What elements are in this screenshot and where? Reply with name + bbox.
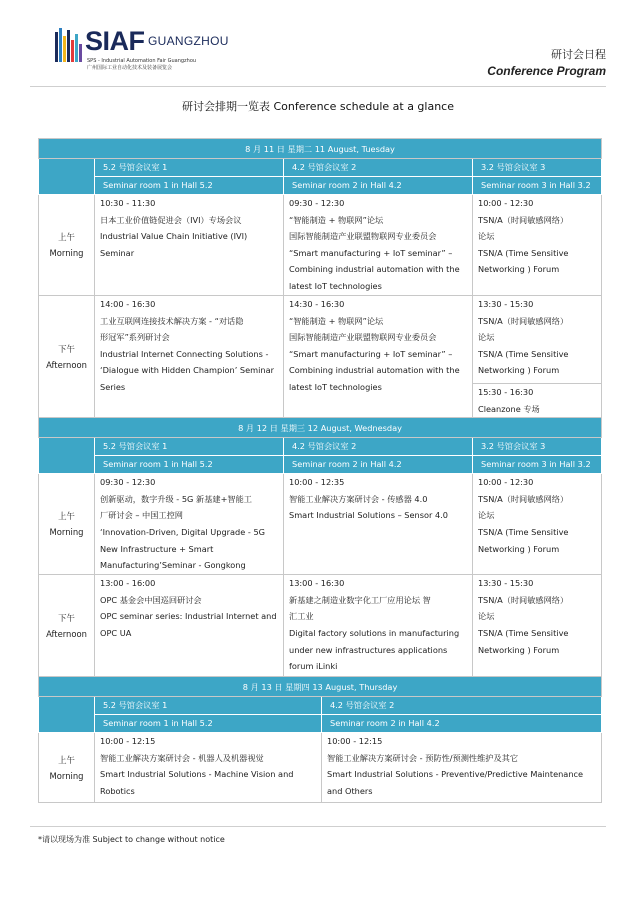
room-en: Seminar room 2 in Hall 4.2 bbox=[292, 458, 402, 469]
session-line: 汇工业 bbox=[289, 611, 314, 622]
session-label-en: Afternoon bbox=[46, 359, 87, 370]
logo-sub-en: SPS - Industrial Automation Fair Guangzhou bbox=[87, 58, 197, 64]
session-cell bbox=[284, 474, 473, 575]
session-line: 09:30 - 12:30 bbox=[100, 477, 156, 488]
schedule-table bbox=[38, 138, 602, 803]
room-en: Seminar room 3 in Hall 3.2 bbox=[481, 458, 591, 469]
session-line: 论坛 bbox=[478, 332, 495, 343]
header-divider bbox=[30, 86, 606, 87]
session-row bbox=[39, 474, 602, 575]
day-date: 8 月 12 日 星期三 12 August, Wednesday bbox=[39, 418, 602, 438]
header-title-en: Conference Program bbox=[487, 64, 606, 78]
session-line: 日本工业价值链促进会（IVI）专场会议 bbox=[100, 214, 242, 225]
session-line: Combining industrial automation with the bbox=[289, 264, 460, 275]
logo-main-text: SIAF bbox=[85, 26, 145, 56]
session-line: Digital factory solutions in manufacturing bbox=[289, 627, 460, 638]
room-header-row bbox=[39, 697, 602, 733]
session-cell bbox=[473, 195, 602, 296]
logo-city-text: GUANGZHOU bbox=[148, 34, 229, 48]
session-row bbox=[39, 195, 602, 296]
session-line: Combining industrial automation with the bbox=[289, 365, 460, 376]
session-line: Smart Industrial Solutions - Machine Vision and bbox=[100, 769, 294, 780]
room-header bbox=[95, 438, 284, 474]
session-cell bbox=[473, 296, 602, 418]
session-cell bbox=[284, 296, 473, 418]
session-label-cn: 上午 bbox=[58, 511, 75, 522]
session-line: latest IoT technologies bbox=[289, 280, 382, 291]
session-row bbox=[39, 296, 602, 418]
session-line: 13:00 - 16:30 bbox=[289, 578, 345, 589]
session-line: Networking ) Forum bbox=[478, 365, 560, 376]
session-cell bbox=[95, 575, 284, 677]
session-line: 国际智能制造产业联盟物联网专业委员会 bbox=[289, 231, 437, 242]
room-cn: 5.2 号馆会议室 1 bbox=[95, 697, 321, 715]
session-line: Industrial Value Chain Initiative (IVI) bbox=[100, 231, 248, 242]
session-line: “Smart manufacturing + IoT seminar” – bbox=[289, 247, 453, 258]
day-header bbox=[39, 418, 602, 438]
session-line: Networking ) Forum bbox=[478, 644, 560, 655]
room-header bbox=[322, 697, 602, 733]
session-line: New Infrastructure + Smart bbox=[100, 543, 214, 554]
session-cell bbox=[473, 575, 602, 677]
session-line: 智能工业解决方案研讨会 - 传感器 4.0 bbox=[289, 493, 428, 504]
session-line: Robotics bbox=[100, 785, 135, 796]
session-cell bbox=[95, 733, 322, 803]
session-label-en: Morning bbox=[49, 248, 84, 258]
session-line: 10:00 - 12:35 bbox=[289, 477, 345, 488]
session-line: TSN/A (Time Sensitive bbox=[478, 526, 569, 537]
session-row bbox=[39, 575, 602, 677]
session-line: ‘Innovation-Driven, Digital Upgrade - 5G bbox=[100, 526, 266, 537]
session-line: 智能工业解决方案研讨会 - 预防性/预测性维护及其它 bbox=[327, 752, 519, 763]
session-line: 13:00 - 16:00 bbox=[100, 578, 156, 589]
session-line: forum iLinki bbox=[289, 661, 338, 672]
session-label-cn: 下午 bbox=[58, 343, 75, 354]
session-line: Smart Industrial Solutions - Preventive/Predictive Maintenance bbox=[327, 769, 584, 780]
session-line: TSN/A (Time Sensitive bbox=[478, 348, 569, 359]
session-line: 创新驱动，数字升级 - 5G 新基建+智能工 bbox=[100, 493, 252, 504]
room-header bbox=[95, 159, 284, 195]
session-line: 论坛 bbox=[478, 231, 495, 242]
session-cell bbox=[473, 474, 602, 575]
session-line: Smart Industrial Solutions – Sensor 4.0 bbox=[289, 510, 448, 521]
room-cn: 4.2 号馆会议室 2 bbox=[284, 438, 472, 456]
room-cn: 4.2 号馆会议室 2 bbox=[322, 697, 601, 715]
room-corner bbox=[39, 159, 95, 195]
session-label bbox=[39, 474, 95, 575]
session-line: Industrial Internet Connecting Solutions - bbox=[100, 348, 269, 359]
page-header bbox=[0, 0, 636, 90]
session-line: “Smart manufacturing + IoT seminar” – bbox=[289, 348, 453, 359]
session-line: 10:00 - 12:15 bbox=[100, 736, 156, 747]
session-line: 09:30 - 12:30 bbox=[289, 198, 345, 208]
session-label-cn: 上午 bbox=[58, 754, 75, 765]
page-title: 研讨会排期一览表 Conference schedule at a glance bbox=[182, 100, 454, 113]
footer-divider bbox=[30, 826, 606, 827]
session-line: 13:30 - 15:30 bbox=[478, 578, 534, 589]
room-cn: 3.2 号馆会议室 3 bbox=[473, 159, 601, 177]
session-cell bbox=[95, 296, 284, 418]
session-line: 工业互联网连接技术解决方案 - “对话隐 bbox=[100, 315, 244, 326]
room-en: Seminar room 2 in Hall 4.2 bbox=[292, 179, 402, 190]
logo-sub-cn: 广州国际工业自动化技术及装备展览会 bbox=[87, 65, 173, 71]
session-row bbox=[39, 733, 602, 803]
session-line: ‘Dialogue with Hidden Champion’ Seminar bbox=[100, 365, 274, 376]
header-title-cn: 研讨会日程 bbox=[551, 48, 606, 61]
session-line: under new infrastructures applications bbox=[289, 644, 448, 655]
session-line: Seminar bbox=[100, 247, 135, 258]
room-header bbox=[95, 697, 322, 733]
room-header-row bbox=[39, 438, 602, 474]
session-line: “智能制造 + 物联网”论坛 bbox=[289, 315, 384, 326]
room-corner bbox=[39, 697, 95, 733]
session-line: 厂研讨会 – 中国工控网 bbox=[100, 510, 183, 521]
session-line: 智能工业解决方案研讨会 - 机器人及机器视觉 bbox=[100, 752, 264, 763]
room-cn: 4.2 号馆会议室 2 bbox=[284, 159, 472, 177]
session-line: 新基建之制造业数字化工厂应用论坛 智 bbox=[289, 594, 431, 605]
session-line: 国际智能制造产业联盟物联网专业委员会 bbox=[289, 332, 437, 343]
room-header bbox=[473, 159, 602, 195]
extra-session bbox=[473, 383, 601, 417]
session-line: 14:30 - 16:30 bbox=[289, 299, 345, 309]
session-label-en: Morning bbox=[49, 770, 84, 781]
logo-mark-icon bbox=[55, 28, 83, 62]
session-line: Cleanzone 专场 bbox=[478, 403, 540, 414]
room-header bbox=[284, 438, 473, 474]
session-label-cn: 下午 bbox=[58, 612, 75, 623]
session-label bbox=[39, 733, 95, 803]
session-cell bbox=[95, 195, 284, 296]
session-line: 10:00 - 12:30 bbox=[478, 477, 534, 488]
day-header bbox=[39, 677, 602, 697]
session-line: and Others bbox=[327, 785, 373, 796]
session-line: “智能制造 + 物联网”论坛 bbox=[289, 214, 384, 225]
day-header bbox=[39, 139, 602, 159]
session-line: 13:30 - 15:30 bbox=[478, 299, 534, 309]
session-line: OPC UA bbox=[100, 627, 132, 638]
session-line: TSN/A (Time Sensitive bbox=[478, 627, 569, 638]
session-line: 10:30 - 11:30 bbox=[100, 198, 156, 208]
room-header bbox=[473, 438, 602, 474]
session-label-en: Morning bbox=[49, 527, 84, 538]
room-en: Seminar room 1 in Hall 5.2 bbox=[103, 717, 213, 728]
session-label-cn: 上午 bbox=[58, 232, 75, 242]
session-label bbox=[39, 296, 95, 418]
session-line: TSN/A (Time Sensitive bbox=[478, 247, 569, 258]
room-cn: 5.2 号馆会议室 1 bbox=[95, 438, 283, 456]
session-line: Series bbox=[100, 381, 126, 392]
session-cell bbox=[284, 195, 473, 296]
room-cn: 3.2 号馆会议室 3 bbox=[473, 438, 601, 456]
day-date: 8 月 11 日 星期二 11 August, Tuesday bbox=[39, 139, 602, 159]
session-line: latest IoT technologies bbox=[289, 381, 382, 392]
room-corner bbox=[39, 438, 95, 474]
session-line: Manufacturing’Seminar - Gongkong bbox=[100, 560, 246, 571]
room-en: Seminar room 1 in Hall 5.2 bbox=[103, 458, 213, 469]
session-cell bbox=[322, 733, 602, 803]
session-line: 形冠军”系列研讨会 bbox=[100, 332, 170, 343]
session-line: 10:00 - 12:30 bbox=[478, 198, 534, 208]
session-line: TSN/A（时间敏感网络） bbox=[478, 214, 569, 225]
session-line: TSN/A（时间敏感网络） bbox=[478, 315, 569, 326]
room-en: Seminar room 2 in Hall 4.2 bbox=[330, 717, 440, 728]
room-header-row bbox=[39, 159, 602, 195]
footnote: *请以现场为准 Subject to change without notice bbox=[38, 835, 225, 844]
day-date: 8 月 13 日 星期四 13 August, Thursday bbox=[39, 677, 602, 697]
room-en: Seminar room 1 in Hall 5.2 bbox=[103, 179, 213, 190]
room-cn: 5.2 号馆会议室 1 bbox=[95, 159, 283, 177]
session-line: 14:00 - 16:30 bbox=[100, 299, 156, 309]
session-line: Networking ) Forum bbox=[478, 264, 560, 275]
session-cell bbox=[95, 474, 284, 575]
session-line: OPC 基金会中国巡回研讨会 bbox=[100, 594, 202, 605]
session-label bbox=[39, 195, 95, 296]
session-line: 论坛 bbox=[478, 611, 495, 622]
session-line: 15:30 - 16:30 bbox=[478, 386, 534, 397]
room-header bbox=[284, 159, 473, 195]
session-line: 论坛 bbox=[478, 510, 495, 521]
session-line: TSN/A（时间敏感网络） bbox=[478, 493, 569, 504]
session-line: OPC seminar series: Industrial Internet and bbox=[100, 611, 277, 622]
session-label bbox=[39, 575, 95, 677]
siaf-logo bbox=[55, 26, 245, 71]
room-en: Seminar room 3 in Hall 3.2 bbox=[481, 179, 591, 190]
session-cell bbox=[284, 575, 473, 677]
session-line: TSN/A（时间敏感网络） bbox=[478, 594, 569, 605]
session-line: 10:00 - 12:15 bbox=[327, 736, 383, 747]
session-line: Networking ) Forum bbox=[478, 543, 560, 554]
session-label-en: Afternoon bbox=[46, 628, 87, 639]
